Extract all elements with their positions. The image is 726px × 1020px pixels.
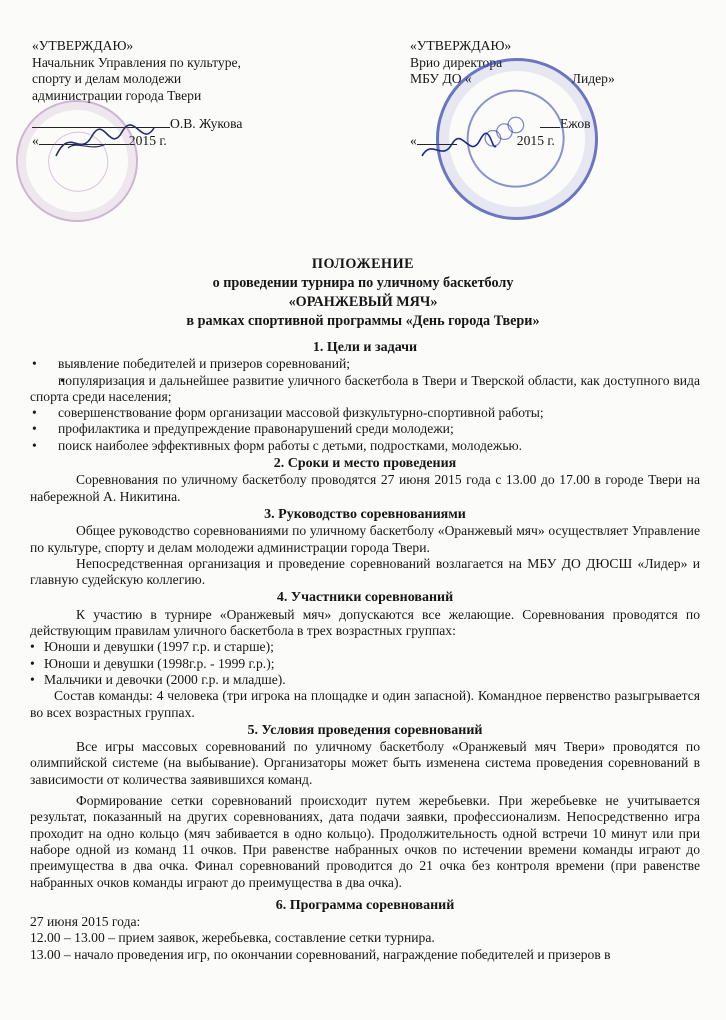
- list-item: • Юноши и девушки (1997 г.р. и старше);: [30, 639, 700, 655]
- paragraph: К участию в турнире «Оранжевый мяч» допускаются все желающие. Соревнования проводятся по действующим правилам уличного баскетбола в трех возрастных группах:: [30, 606, 700, 639]
- approval-date: « 2015 г.: [410, 132, 555, 148]
- program-date: 27 июня 2015 года:: [30, 914, 141, 930]
- section-heading: 4. Участники соревнований: [276, 590, 454, 606]
- list-item: • профилактика и предупреждение правонарушений среди молодежи;: [30, 421, 700, 437]
- paragraph: Формирование сетки соревнований происходит путем жеребьевки. При жеребьевке не учитывается результат, показанный на других соревнованиях, дата подачи заявки, профессионализм. Непосредственно игра проходит на одно кольцо (мяч забивается в одно кольцо). Продолжительность одной встречи 10 минут или при наборе одной из команд 11 очков. При равенстве набранных очков по истечении времени команды играют до преимущества в два очка. Финал соревнований проводится до 21 очка без контроля времени (при равенстве набранных очков команды играют до преимущества в два очка).: [30, 793, 700, 890]
- program-item: 13.00 – начало проведения игр, по окончании соревнований, награждение победителей и призеров в: [30, 946, 611, 962]
- approval-position-line1: Врио директора: [410, 54, 503, 70]
- approval-heading: «УТВЕРЖДАЮ»: [410, 38, 512, 53]
- list-item: • Мальчики и девочки (2000 г.р. и младше).: [30, 672, 700, 688]
- title-line1: ПОЛОЖЕНИЕ: [311, 256, 415, 272]
- section-heading: 1. Цели и задачи: [312, 340, 418, 355]
- title-line4: в рамках спортивной программы «День города Твери»: [186, 313, 540, 329]
- list-item: • популяризация и дальнейшее развитие уличного баскетбола в Твери и Тверской области, как доступного вида спорта среди населения;: [30, 373, 700, 406]
- title-line3: «ОРАНЖЕВЫЙ МЯЧ»: [288, 294, 438, 310]
- approval-position-line3: администрации города Твери: [32, 87, 202, 103]
- list-item: • поиск наиболее эффективных форм работы с детьми, подростками, молодежью.: [30, 438, 700, 454]
- paragraph: Общее руководство соревнованиями по уличному баскетболу «Оранжевый мяч» осуществляет Управление по культуре, спорту и делам молодежи администрации города Твери.: [30, 523, 700, 555]
- signer-name: О.В. Жукова: [170, 116, 243, 131]
- paragraph: Состав команды: 4 человека (три игрока на площадке и один запасной). Командное первенство разыгрывается во всех возрастных группах.: [30, 688, 700, 720]
- approval-position-line1: Начальник Управления по культуре,: [32, 54, 241, 70]
- title-line2: о проведении турнира по уличному баскетболу: [212, 275, 514, 291]
- paragraph: Соревнования по уличному баскетболу проводятся 27 июня 2015 года с 13.00 до 17.00 в городе Твери на набережной А. Никитина.: [30, 472, 700, 504]
- signer-name: Ежов: [560, 116, 591, 131]
- approval-date: « 2015 г.: [32, 132, 167, 148]
- section-heading: 5. Условия проведения соревнований: [247, 722, 483, 738]
- paragraph: Непосредственная организация и проведение соревнований возлагается на МБУ ДО ДЮСШ «Лидер» и главную судейскую коллегию.: [30, 555, 700, 588]
- document-title: [0, 255, 726, 331]
- section-heading: 6. Программа соревнований: [275, 897, 455, 913]
- program-item: 12.00 – 13.00 – прием заявок, жеребьевка, составление сетки турнира.: [30, 930, 435, 946]
- document-body: [30, 338, 700, 963]
- approval-position-line2: МБУ ДО « Лидер»: [410, 71, 615, 86]
- section-heading: 3. Руководство соревнованиями: [264, 506, 466, 522]
- handwritten-signature-left: [50, 118, 160, 166]
- paragraph: Все игры массовых соревнований по уличному баскетболу «Оранжевый мяч Твери» проводятся по олимпийской системе (на выбывание). Организаторы может быть изменена система проведения соревнований в зависимости от количества заявившихся команд.: [30, 739, 700, 787]
- section-heading: 2. Сроки и место проведения: [273, 456, 457, 472]
- list-item: • выявление победителей и призеров соревнований;: [30, 356, 700, 372]
- list-item: • совершенствование форм организации массовой физкультурно-спортивной работы;: [30, 405, 700, 421]
- handwritten-signature-right: [418, 132, 498, 166]
- list-item: • Юноши и девушки (1998г.р. - 1999 г.р.);: [30, 656, 700, 672]
- olympic-rings-icon: ○○○: [478, 111, 525, 154]
- approval-position-line2: спорту и делам молодежи: [32, 71, 182, 86]
- approval-heading: «УТВЕРЖДАЮ»: [32, 38, 134, 53]
